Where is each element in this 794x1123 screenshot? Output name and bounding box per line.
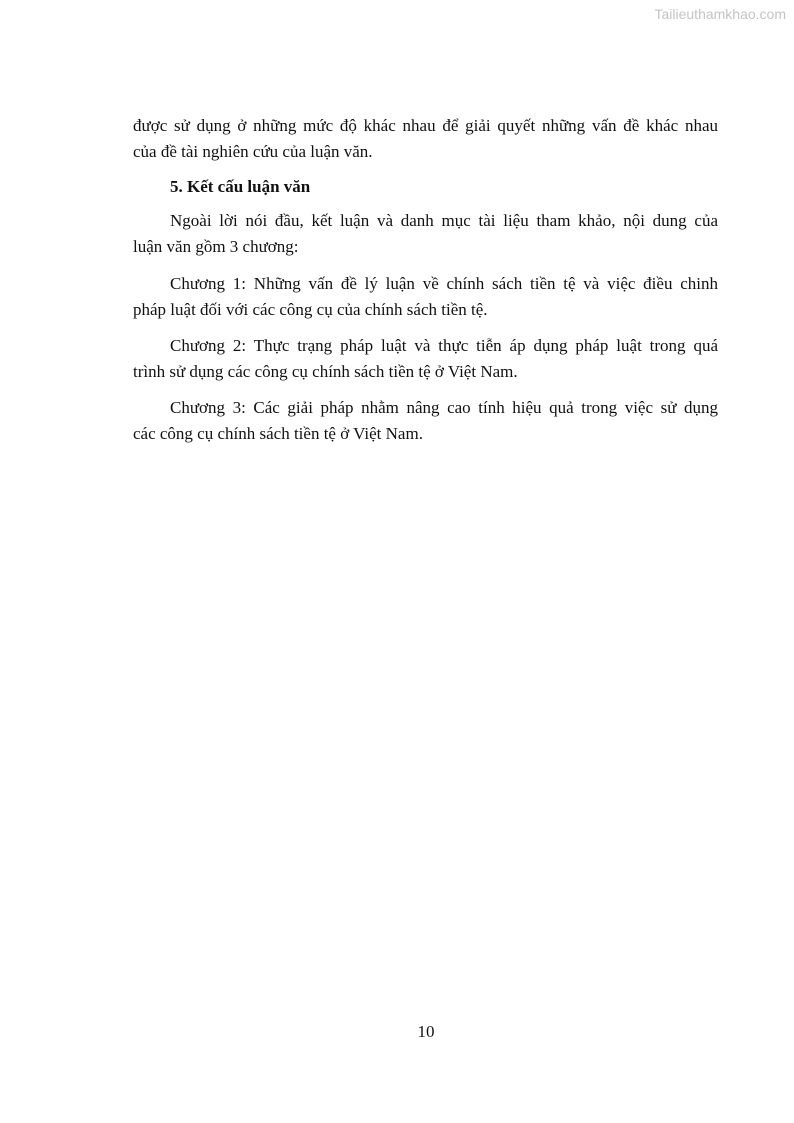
chapter-2-line: Chương 2: Thực trạng pháp luật và thực tiễn áp dụng pháp luật trong quá — [170, 336, 718, 355]
watermark: Tailieuthamkhao.com — [654, 6, 786, 22]
chapter-1-line: Chương 1: Những vấn đề lý luận về chính sách tiền tệ và việc điều chinh — [170, 274, 718, 293]
paragraph-line: Ngoài lời nói đầu, kết luận và danh mục tài liệu tham khảo, nội dung của — [170, 211, 718, 230]
chapter-1-line: pháp luật đối với các công cụ của chính sách tiền tệ. — [133, 300, 488, 319]
chapter-3-line: Chương 3: Các giải pháp nhằm nâng cao tính hiệu quả trong việc sử dụng — [170, 398, 718, 417]
section-heading: 5. Kết cấu luận văn — [170, 177, 311, 196]
paragraph-line: được sử dụng ở những mức độ khác nhau để giải quyết những vấn đề khác nhau — [133, 116, 718, 135]
paragraph-line: luận văn gồm 3 chương: — [133, 237, 299, 256]
page-number: 10 — [417, 1022, 435, 1041]
chapter-3-line: các công cụ chính sách tiền tệ ở Việt Nam. — [133, 424, 423, 443]
chapter-2-line: trình sử dụng các công cụ chính sách tiền tệ ở Việt Nam. — [133, 362, 518, 381]
paragraph-line: của đề tài nghiên cứu của luận văn. — [133, 142, 373, 161]
